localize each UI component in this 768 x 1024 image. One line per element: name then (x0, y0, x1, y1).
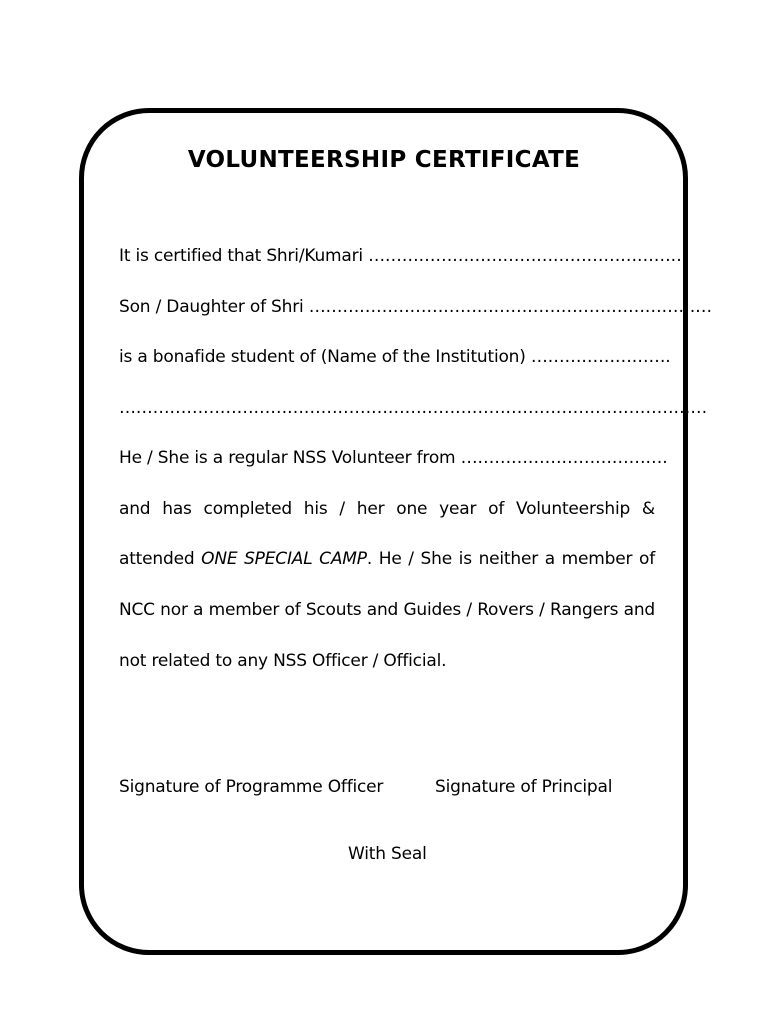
special-camp-line-post: . He / She is neither a member of (366, 549, 655, 569)
institution-line: is a bonafide student of (Name of the Institution) ……………………. (119, 347, 671, 367)
volunteer-from-line: He / She is a regular NSS Volunteer from ………………………………. (119, 448, 668, 468)
parent-name-line: Son / Daughter of Shri ……………………………………………………………… (119, 297, 712, 317)
certificate-border (79, 108, 712, 955)
with-seal-label: With Seal (348, 844, 427, 864)
programme-officer-signature-label: Signature of Programme Officer (119, 777, 384, 797)
principal-signature-label: Signature of Principal (435, 777, 613, 797)
institution-continuation-line: …………………………………………………………………………………………… (119, 398, 708, 418)
certificate-title: VOLUNTEERSHIP CERTIFICATE (187, 147, 581, 173)
special-camp-line (119, 547, 655, 571)
completed-year-line: and has completed his / her one year of Volunteership & (119, 499, 655, 519)
ncc-scouts-line: NCC nor a member of Scouts and Guides / Rovers / Rangers and (119, 600, 655, 620)
certified-name-line: It is certified that Shri/Kumari ………………………………………………… (119, 246, 688, 266)
special-camp-emphasis: ONE SPECIAL CAMP (201, 549, 367, 569)
special-camp-line-pre: attended (119, 549, 202, 569)
not-related-line: not related to any NSS Officer / Official. (119, 651, 447, 671)
